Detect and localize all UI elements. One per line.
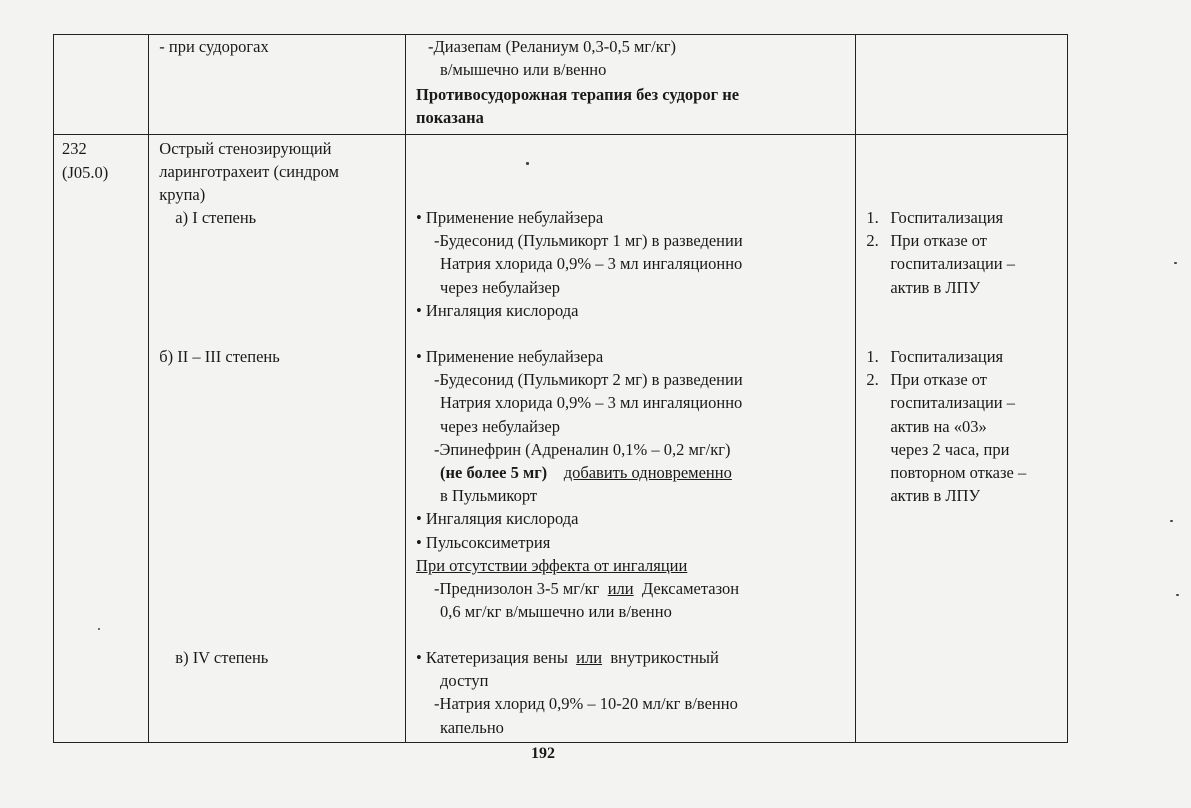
tactics-line	[866, 206, 1015, 229]
tactics-text: При отказе от	[890, 231, 988, 251]
tactics-line	[866, 484, 1026, 507]
tactics-number: 1.	[866, 208, 879, 227]
therapy-line: -Будесонид (Пульмикорт 1 мг) в разведении	[434, 231, 743, 251]
stage-b-therapy	[416, 345, 743, 623]
therapy-line: • Ингаляция кислорода	[416, 300, 579, 320]
scan-speck	[1174, 262, 1177, 264]
epinephrine-limit: (не более 5 мг)	[440, 462, 548, 482]
epinephrine-limit-line	[416, 461, 743, 484]
saline-line: -Натрия хлорид 0,9% – 10-20 мл/кг в/венно	[434, 694, 738, 714]
tactics-text: госпитализации –	[890, 254, 1016, 274]
tactics-text: При отказе от	[890, 370, 988, 390]
code-cell-croup	[54, 135, 149, 743]
tactics-line	[866, 345, 1026, 368]
therapy-line: • Пульсоксиметрия	[416, 532, 551, 552]
anticonvulsant-note-line2: показана	[416, 108, 484, 127]
tactics-line	[866, 438, 1026, 461]
scan-speck	[526, 162, 529, 165]
stage-a-therapy	[416, 206, 743, 322]
code-cell-empty	[54, 35, 149, 135]
tactics-text: Госпитализация	[890, 347, 1004, 366]
stage-b-tactics	[866, 345, 1026, 507]
tactics-line	[866, 461, 1026, 484]
tactics-text: Госпитализация	[890, 208, 1004, 227]
therapy-line: • Применение небулайзера	[416, 208, 604, 227]
therapy-line: через небулайзер	[440, 277, 560, 297]
diazepam-route: в/мышечно или в/венно	[440, 60, 607, 79]
treatment-protocol-table	[53, 34, 1068, 743]
diagnosis-line: крупа)	[159, 185, 206, 205]
diagnosis-title	[159, 137, 339, 207]
page-number: 192	[531, 745, 555, 762]
stage-a-tactics	[866, 206, 1015, 299]
no-effect-heading: При отсутствии эффекта от ингаляции	[416, 555, 688, 575]
anticonvulsant-note-line1: Противосудорожная терапия без судорог не	[416, 85, 740, 104]
diagnosis-cell-convulsions	[149, 35, 406, 135]
table-row-croup	[54, 135, 1068, 743]
tactics-number: 2.	[866, 370, 879, 390]
diagnosis-line: ларинготрахеит (синдром	[159, 162, 339, 182]
prednisolone-text: -Преднизолон 3-5 мг/кг	[434, 578, 608, 598]
stage-b-label: б) II – III степень	[159, 347, 280, 366]
stage-c-therapy	[416, 646, 738, 739]
tactics-text: актив в ЛПУ	[890, 277, 981, 297]
therapy-line: • Ингаляция кислорода	[416, 509, 579, 529]
catheterization-or: или	[576, 648, 603, 667]
therapy-line: через небулайзер	[440, 416, 560, 436]
tactics-line	[866, 391, 1026, 414]
stage-a-label: а) I степень	[175, 208, 257, 227]
scan-speck	[1170, 520, 1173, 522]
steroid-or: или	[607, 578, 634, 598]
steroid-dose-line: 0,6 мг/кг в/мышечно или в/венно	[440, 602, 672, 622]
tactics-line	[866, 368, 1026, 391]
tactics-text: актив на «03»	[890, 416, 987, 436]
diagnosis-cell-croup	[149, 135, 406, 743]
tactics-cell-croup	[856, 135, 1068, 743]
therapy-cell-convulsions	[406, 35, 856, 135]
therapy-line: -Эпинефрин (Адреналин 0,1% – 0,2 мг/кг)	[434, 439, 731, 459]
therapy-line: Натрия хлорида 0,9% – 3 мл ингаляционно	[440, 393, 743, 413]
therapy-line: -Будесонид (Пульмикорт 2 мг) в разведении	[434, 370, 743, 390]
tactics-text: повторном отказе –	[890, 462, 1027, 482]
row-number: 232	[62, 139, 87, 158]
convulsions-label: - при судорогах	[159, 37, 269, 56]
tactics-cell-empty	[856, 35, 1068, 135]
tactics-text: актив в ЛПУ	[890, 486, 981, 506]
stage-c-label: в) IV степень	[175, 648, 269, 667]
therapy-line: Натрия хлорида 0,9% – 3 мл ингаляционно	[440, 254, 743, 274]
dexamethasone-text: Дексаметазон	[633, 578, 740, 598]
tactics-line	[866, 276, 1015, 299]
saline-cont: капельно	[440, 717, 504, 737]
diagnosis-line: Острый стенозирующий	[159, 139, 332, 158]
tactics-text: госпитализации –	[890, 393, 1016, 413]
table-row-convulsions	[54, 35, 1068, 135]
diazepam-line: -Диазепам (Реланиум 0,3-0,5 мг/кг)	[428, 37, 677, 56]
catheterization-text: • Катетеризация вены	[416, 648, 577, 667]
scan-speck	[1176, 594, 1179, 596]
tactics-line	[866, 415, 1026, 438]
catheterization-cont: доступ	[440, 671, 489, 691]
scan-speck	[98, 628, 100, 630]
therapy-line: • Применение небулайзера	[416, 347, 604, 366]
epinephrine-add-simultaneously: добавить одновременно	[563, 462, 732, 482]
tactics-number: 1.	[866, 347, 879, 366]
tactics-text: через 2 часа, при	[890, 439, 1010, 459]
therapy-cell-croup	[406, 135, 856, 743]
epinephrine-into-line: в Пульмикорт	[440, 486, 538, 506]
steroid-line	[416, 577, 743, 600]
tactics-line	[866, 252, 1015, 275]
intraosseous-text: внутрикостный	[602, 648, 719, 667]
tactics-number: 2.	[866, 231, 879, 251]
icd-code: (J05.0)	[62, 163, 109, 182]
catheterization-line	[416, 646, 738, 669]
tactics-line	[866, 229, 1015, 252]
